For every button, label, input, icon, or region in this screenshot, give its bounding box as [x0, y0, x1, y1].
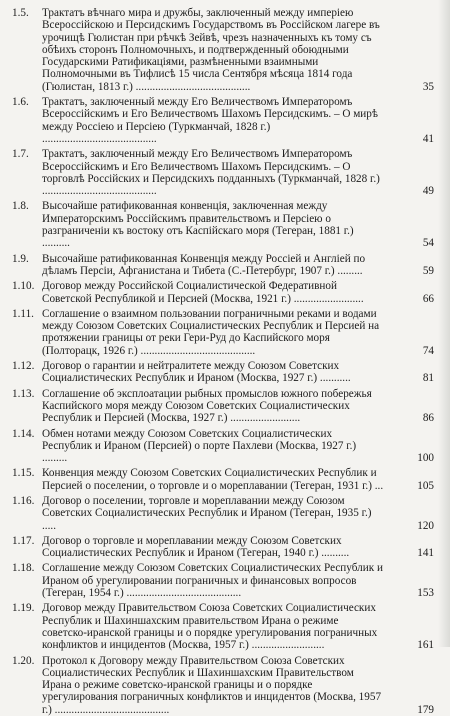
entry-page-number: 120 [417, 519, 434, 532]
entry-page-number: 141 [417, 547, 434, 560]
entry-page-number: 86 [422, 412, 434, 425]
entry-page-number: 81 [422, 372, 434, 385]
entry-title: Трактатъ вѣчнаго мира и дружбы, заключенный между имперiею Всероссiйскою и Персидскимъ Государствомъ въ Россiйском лагере въ урочищѣ Гюлистан при рѣчкѣ Зейвѣ, чрезъ назначенныхъ къ тому съ обѣихъ сторонъ Полномочныхъ, и подтвержденный обоюдными Государскими Ратификацiями, размѣненными взаимными Полномочными въ Тифлисѣ 15 числа Сентября мѣсяца 1814 года (Гюлистан, 1813 г.) ......................................... [42, 7, 380, 93]
entry-body [42, 280, 384, 305]
entry-title: Соглашение о взаимном пользовании пограничными реками и водами между Союзом Советских Социалистических Республик и Персией на протяжении границы от реки Гери-Руд до Каспийского моря (Полторацк, 1926 г.) ......................................... [42, 307, 380, 357]
entry-title: Конвенция между Союзом Советских Социалистических Республик и Персией о поселении, о торговле и о мореплавании (Тегеран, 1931 г.) ... [42, 467, 384, 492]
entry-title: Соглашение об эксплоатации рыбных промыслов южного побережья Каспийского моря между Союзом Советских Социалистических Республик и Персией (Москва, 1927 г.) ......................... [42, 387, 372, 425]
contents-entry [12, 535, 434, 560]
entry-number: 1.12. [12, 360, 35, 373]
entry-number: 1.9. [12, 252, 29, 265]
entry-number: 1.20. [12, 654, 35, 667]
entry-number: 1.5. [12, 7, 29, 19]
entry-number: 1.16. [12, 494, 35, 507]
contents-entry [12, 655, 434, 716]
entry-number: 1.18. [12, 562, 35, 575]
entry-title: Договор о торговле и мореплавании между Союзом Советских Социалистических Республик и Ираном (Тегеран, 1940 г.) .......... [42, 534, 350, 560]
entry-title: Договор между Российской Социалистической Федеративной Советской Республикой и Персией (Москва, 1921 г.) ......................... [42, 280, 364, 305]
entry-body [42, 308, 384, 357]
entry-number: 1.10. [12, 280, 35, 293]
entry-number: 1.13. [12, 387, 35, 400]
entry-body [42, 562, 384, 599]
contents-list [0, 7, 450, 716]
entry-body [42, 602, 384, 651]
entry-page-number: 35 [422, 80, 434, 93]
entry-page-number: 54 [422, 237, 434, 250]
entry-title: Трактатъ, заключенный между Его Величествомъ Императоромъ Всероссiйскимъ и Его Величествомъ Шахомъ Персидскимъ. – О торговлѣ Россiйских и Персидскихъ подданныхъ (Туркманчай, 1828 г.) ......................................... [42, 148, 380, 198]
entry-page-number: 100 [417, 452, 434, 465]
entry-page-number: 179 [417, 703, 434, 716]
contents-entry [12, 360, 434, 385]
contents-entry [12, 428, 434, 465]
entry-number: 1.11. [12, 307, 34, 320]
contents-entry [12, 308, 434, 357]
entry-page-number: 153 [417, 587, 434, 600]
entry-title: Высочайше ратификованная Конвенцiя между Россiей и Англiей по дѣламъ Персiи, Афганистана и Тибета (С.-Петербург, 1907 г.) ......... [42, 252, 366, 277]
contents-entry [12, 7, 434, 93]
entry-title: Договор между Правительством Союза Советских Социалистических Республик и Шахиншахским правительством Ирана о режиме советско-иранской границы и о порядке урегулирования пограничных конфликтов и инцидентов (Москва, 1957 г.) .......................... [42, 602, 378, 652]
entry-body [42, 7, 384, 93]
contents-entry [12, 562, 434, 599]
entry-number: 1.14. [12, 427, 35, 440]
contents-entry [12, 148, 434, 197]
entry-number: 1.15. [12, 467, 35, 480]
entry-title: Договор о поселении, торговле и мореплавании между Союзом Советских Социалистических Республик и Ираном (Тегеран, 1935 г.) ..... [42, 494, 372, 532]
entry-page-number: 59 [422, 264, 434, 277]
entry-body [42, 360, 384, 385]
entry-title: Договор о гарантии и нейтралитете между Союзом Советских Социалистических Республик и Ираном (Москва, 1927 г.) ........... [42, 360, 351, 385]
entry-body [42, 467, 384, 492]
entry-title: Обмен нотами между Союзом Советских Социалистических Республик и Ираном (Персией) о порте Пахлеви (Москва, 1927 г.) ......... [42, 427, 357, 465]
entry-page-number: 105 [417, 479, 434, 492]
entry-number: 1.7. [12, 148, 29, 161]
entry-body [42, 495, 384, 532]
contents-entry [12, 96, 434, 145]
entry-body [42, 96, 384, 145]
entry-body [42, 655, 384, 716]
entry-body [42, 148, 384, 197]
entry-page-number: 74 [422, 344, 434, 357]
entry-number: 1.6. [12, 96, 29, 109]
entry-page-number: 66 [422, 292, 434, 305]
entry-body [42, 388, 384, 425]
entry-page-number: 41 [422, 132, 434, 145]
entry-number: 1.8. [12, 200, 29, 213]
entry-body [42, 535, 384, 560]
contents-entry [12, 280, 434, 305]
entry-body [42, 200, 384, 249]
entry-body [42, 428, 384, 465]
entry-title: Трактатъ, заключенный между Его Величествомъ Императоромъ Всероссiйскимъ и Его Величествомъ Шахомъ Персидскимъ. – О мирѣ между Россiею и Персiею (Туркманчай, 1828 г.) ......................................... [42, 96, 378, 145]
contents-entry [12, 388, 434, 425]
entry-page-number: 49 [422, 185, 434, 198]
entry-body [42, 253, 384, 278]
entry-title: Высочайше ратификованная конвенцiя, заключенная между Императорскимъ Россiйскимъ правительствомъ и Персiею о разграниченiи къ востоку отъ Каспiйскаго моря (Тегеран, 1881 г.) .......... [42, 200, 354, 250]
contents-entry [12, 253, 434, 278]
page-edge-shadow [438, 0, 450, 647]
entry-number: 1.19. [12, 602, 35, 615]
contents-entry [12, 495, 434, 532]
entry-number: 1.17. [12, 534, 35, 547]
entry-page-number: 161 [417, 639, 434, 652]
contents-entry [12, 467, 434, 492]
contents-entry [12, 200, 434, 249]
contents-entry [12, 602, 434, 651]
entry-title: Соглашение между Союзом Советских Социалистических Республик и Ираном об урегулировании пограничных и финансовых вопросов (Тегеран, 1954 г.) ......................................... [42, 562, 383, 600]
entry-title: Протокол к Договору между Правительством Союза Советских Социалистических Республик и Шахиншахским Правительством Ирана о режиме советско-иранской границы и о порядке урегулирования пограничных конфликтов и инцидентов (Москва, 1957 г.) ......................................... [42, 654, 382, 716]
